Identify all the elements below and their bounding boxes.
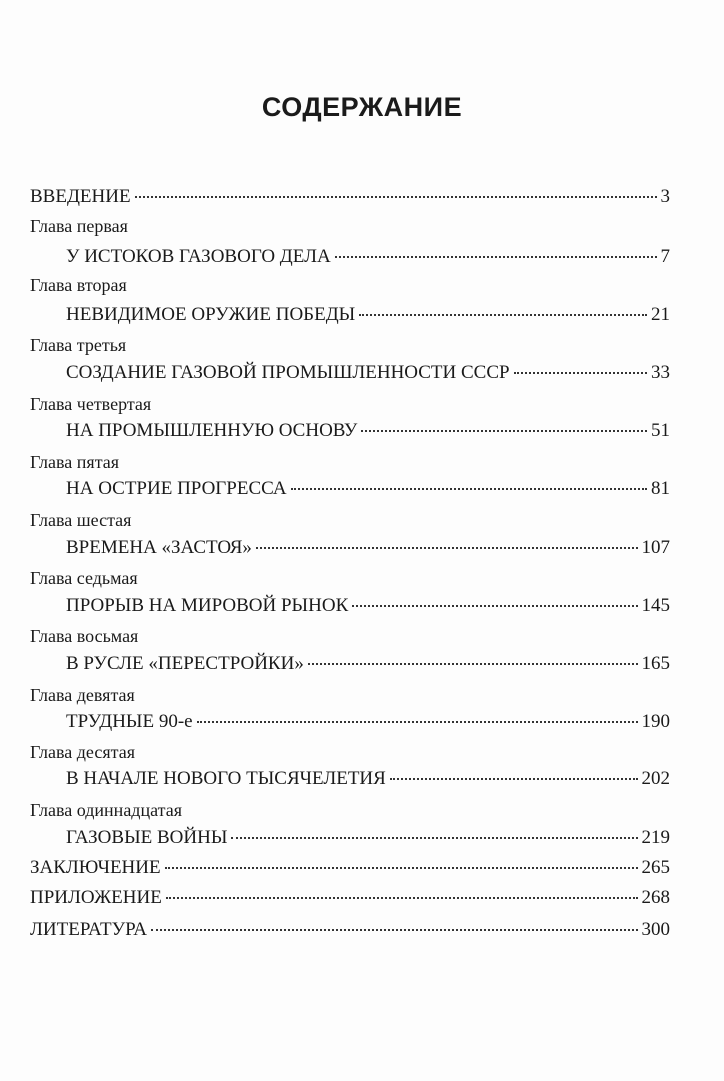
chapter-label: Глава девятая: [30, 685, 135, 705]
toc-entry-title: НА ОСТРИЕ ПРОГРЕССА: [66, 478, 287, 499]
toc-page-number: 51: [651, 420, 670, 441]
dot-leader: [231, 837, 637, 839]
toc-entry-title: В НАЧАЛЕ НОВОГО ТЫСЯЧЕЛЕТИЯ: [66, 768, 386, 789]
toc-entry-chapter-8[interactable]: [30, 652, 670, 676]
toc-entry-conclusion[interactable]: [30, 856, 670, 880]
dot-leader: [165, 867, 638, 869]
toc-page-number: 268: [641, 887, 670, 908]
chapter-label: Глава десятая: [30, 742, 135, 762]
toc-page-number: 21: [651, 304, 670, 325]
toc-page-number: 190: [641, 711, 670, 732]
toc-entry-title: НЕВИДИМОЕ ОРУЖИЕ ПОБЕДЫ: [66, 304, 356, 325]
toc-entry-title: ВРЕМЕНА «ЗАСТОЯ»: [66, 537, 252, 558]
toc-entry-chapter-3[interactable]: [30, 361, 670, 385]
toc-entry-title: ЛИТЕРАТУРА: [30, 919, 147, 940]
toc-entry-title: ТРУДНЫЕ 90-е: [66, 711, 193, 732]
toc-page-number: 145: [641, 595, 670, 616]
toc-entry-title: ЗАКЛЮЧЕНИЕ: [30, 857, 161, 878]
chapter-label: Глава четвертая: [30, 394, 152, 414]
toc-page-number: 107: [641, 537, 670, 558]
chapter-label: Глава первая: [30, 216, 128, 236]
dot-leader: [308, 663, 638, 665]
dot-leader: [335, 256, 657, 258]
dot-leader: [514, 372, 647, 374]
toc-page-number: 300: [641, 919, 670, 940]
toc-entry-appendix[interactable]: [30, 886, 670, 910]
toc-entry-introduction[interactable]: [30, 185, 670, 209]
toc-entry-chapter-5[interactable]: [30, 477, 670, 501]
dot-leader: [197, 721, 638, 723]
dot-leader: [291, 488, 647, 490]
toc-entry-title: У ИСТОКОВ ГАЗОВОГО ДЕЛА: [66, 246, 331, 267]
toc-page-number: 81: [651, 478, 670, 499]
toc-entry-title: ВВЕДЕНИЕ: [30, 186, 131, 207]
toc-entry-chapter-1[interactable]: [30, 245, 670, 269]
chapter-label: Глава пятая: [30, 452, 120, 472]
toc-entry-title: ПРОРЫВ НА МИРОВОЙ РЫНОК: [66, 595, 349, 616]
toc-entry-chapter-11[interactable]: [30, 826, 670, 850]
toc-page-number: 33: [651, 362, 670, 383]
toc-entry-chapter-4[interactable]: [30, 419, 670, 443]
toc-entry-chapter-9[interactable]: [30, 710, 670, 734]
page-title: СОДЕРЖАНИЕ: [261, 92, 463, 122]
toc-entry-title: В РУСЛЕ «ПЕРЕСТРОЙКИ»: [66, 653, 304, 674]
dot-leader: [135, 196, 657, 198]
toc-entry-chapter-2[interactable]: [30, 303, 670, 327]
toc-page-number: 265: [641, 857, 670, 878]
chapter-label: Глава восьмая: [30, 626, 139, 646]
toc-page-number: 7: [660, 246, 670, 267]
toc-page-number: 202: [641, 768, 670, 789]
dot-leader: [359, 314, 647, 316]
chapter-label: Глава шестая: [30, 510, 132, 530]
dot-leader: [352, 605, 637, 607]
toc-entry-title: ПРИЛОЖЕНИЕ: [30, 887, 162, 908]
toc-entry-chapter-6[interactable]: [30, 536, 670, 560]
toc-entry-title: ГАЗОВЫЕ ВОЙНЫ: [66, 827, 228, 848]
dot-leader: [390, 778, 638, 780]
chapter-label: Глава одиннадцатая: [30, 800, 182, 820]
toc-entry-literature[interactable]: [30, 918, 670, 942]
toc-page-number: 165: [641, 653, 670, 674]
toc-entry-title: СОЗДАНИЕ ГАЗОВОЙ ПРОМЫШЛЕННОСТИ СССР: [66, 362, 510, 383]
toc-page-number: 219: [641, 827, 670, 848]
dot-leader: [361, 430, 647, 432]
chapter-label: Глава вторая: [30, 275, 127, 295]
dot-leader: [151, 929, 638, 931]
toc-entry-title: НА ПРОМЫШЛЕННУЮ ОСНОВУ: [66, 420, 358, 441]
dot-leader: [256, 547, 638, 549]
toc-entry-chapter-10[interactable]: [30, 767, 670, 791]
chapter-label: Глава третья: [30, 335, 127, 355]
chapter-label: Глава седьмая: [30, 568, 138, 588]
dot-leader: [166, 897, 638, 899]
toc-entry-chapter-7[interactable]: [30, 594, 670, 618]
toc-page-number: 3: [660, 186, 670, 207]
